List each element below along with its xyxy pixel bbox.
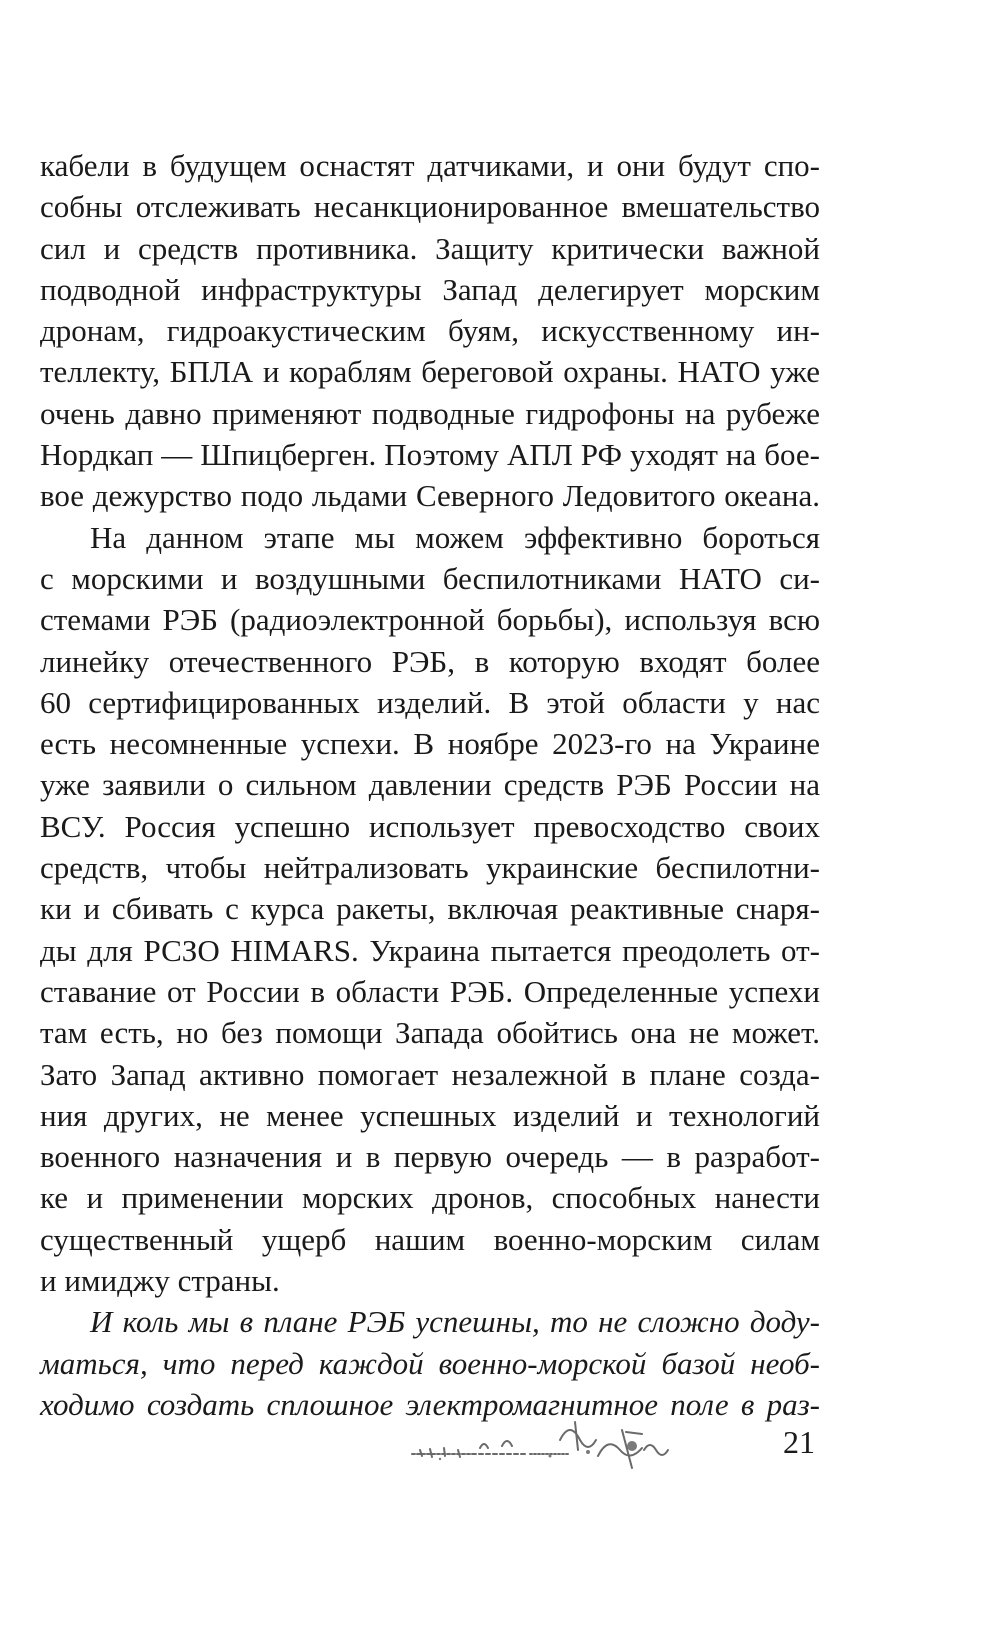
text-line: теллекту, БПЛА и кораблям береговой охраны. НАТО уже	[40, 354, 820, 390]
paragraph-1	[40, 145, 820, 517]
text-line: существенный ущерб нашим военно-морским силам	[40, 1221, 820, 1257]
footer-ornament-icon	[410, 1410, 690, 1480]
text-line: ния других, не менее успешных изделий и технологий	[40, 1097, 820, 1133]
text-line: средств, чтобы нейтрализовать украинские беспилотни-	[40, 850, 820, 886]
text-line: Нордкап — Шпицберген. Поэтому АПЛ РФ уходят на бое-	[40, 437, 820, 473]
text-line: линейку отечественного РЭБ, в которую входят более	[40, 643, 820, 679]
text-line: собны отслеживать несанкционированное вмешательство	[40, 189, 820, 225]
text-line: уже заявили о сильном давлении средств РЭБ России на	[40, 767, 820, 803]
body-text	[40, 145, 820, 1425]
page-number: 21	[783, 1424, 815, 1460]
text-line: И коль мы в плане РЭБ успешны, то не сложно доду-	[90, 1304, 820, 1340]
text-line: сил и средств противника. Защиту критически важной	[40, 230, 820, 266]
text-line: очень давно применяют подводные гидрофоны на рубеже	[40, 395, 820, 431]
paragraph-2	[40, 517, 820, 1302]
paragraph-3-italic	[40, 1301, 820, 1425]
text-line: На данном этапе мы можем эффективно бороться	[90, 519, 820, 555]
text-line: там есть, но без помощи Запада обойтись она не может.	[40, 1015, 820, 1051]
text-line: Зато Запад активно помогает незалежной в плане созда-	[40, 1056, 820, 1092]
text-line: маться, что перед каждой военно-морской базой необ-	[40, 1345, 820, 1381]
text-line: ходимо создать сплошное электромагнитное поле в раз-	[40, 1386, 820, 1422]
text-line: вое дежурство подо льдами Северного Ледовитого океана.	[40, 478, 820, 514]
text-line: ВСУ. Россия успешно использует превосходство своих	[40, 808, 820, 844]
text-line: и имиджу страны.	[40, 1263, 280, 1299]
text-line: военного назначения и в первую очередь — в разработ-	[40, 1139, 820, 1175]
text-line: подводной инфраструктуры Запад делегирует морским	[40, 271, 820, 307]
text-line: ставание от России в области РЭБ. Определенные успехи	[40, 973, 820, 1009]
text-line: 60 сертифицированных изделий. В этой области у нас	[40, 684, 820, 720]
text-line: с морскими и воздушными беспилотниками НАТО си-	[40, 560, 820, 596]
text-line: ке и применении морских дронов, способных нанести	[40, 1180, 820, 1216]
text-line: дронам, гидроакустическим буям, искусственному ин-	[40, 313, 820, 349]
text-line: ды для РСЗО HIMARS. Украина пытается преодолеть от-	[40, 932, 820, 968]
text-line: ки и сбивать с курса ракеты, включая реактивные снаря-	[40, 891, 820, 927]
text-line: кабели в будущем оснастят датчиками, и они будут спо-	[40, 148, 820, 183]
text-line: есть несомненные успехи. В ноябре 2023-го на Украине	[40, 726, 820, 762]
text-line: стемами РЭБ (радиоэлектронной борьбы), используя всю	[40, 602, 820, 638]
